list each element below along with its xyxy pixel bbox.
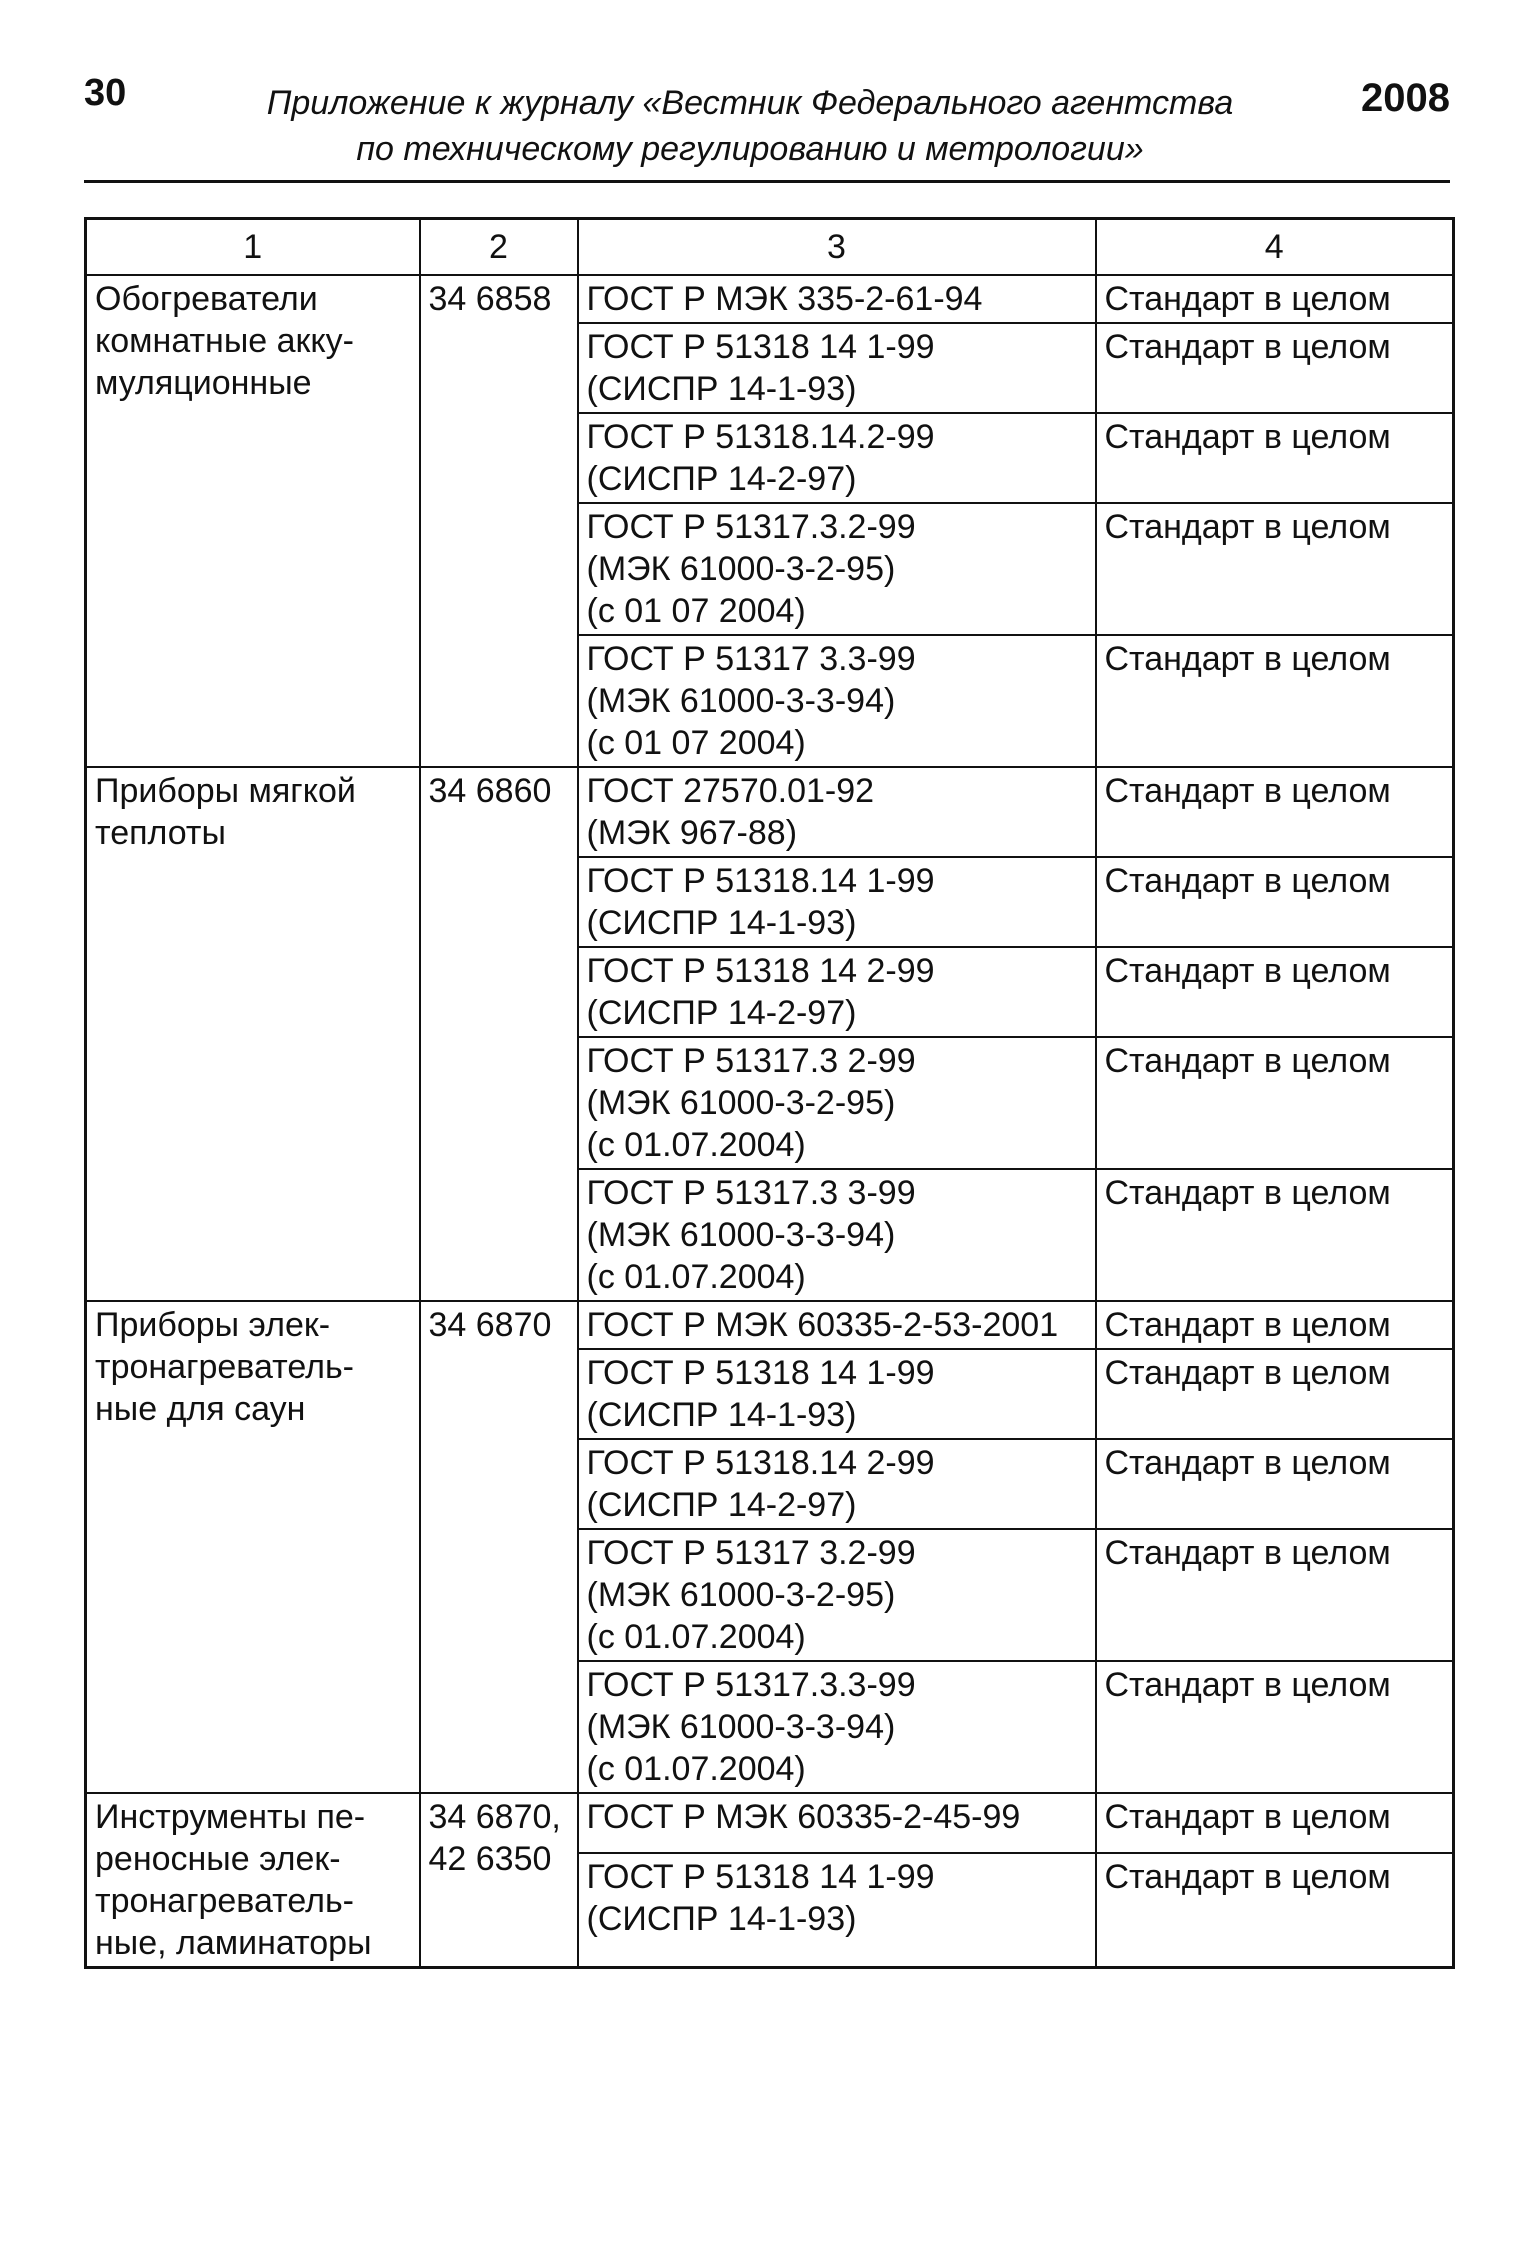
scope-cell: Стандарт в целом	[1096, 275, 1454, 323]
standard-line: ГОСТ Р 51317 3.2-99	[586, 1534, 916, 1572]
standard-line: ГОСТ Р 51318.14 1-99	[586, 862, 935, 900]
standard-line: ГОСТ Р 51318 14 2-99	[586, 952, 935, 990]
standard-cell	[578, 1661, 1096, 1793]
running-head-line-1: Приложение к журналу «Вестник Федерального агентства	[266, 84, 1234, 122]
column-number-3: 3	[578, 219, 1096, 276]
standard-cell	[578, 1349, 1096, 1439]
okp-code-line: 34 6870,	[428, 1798, 561, 1836]
product-line: Инструменты пе-	[95, 1798, 366, 1836]
column-number-2: 2	[420, 219, 578, 276]
product-line: ные, ламинаторы	[95, 1924, 372, 1962]
running-head-line-2: по техническому регулированию и метрологии»	[356, 130, 1144, 168]
standard-line: (МЭК 967-88)	[586, 814, 798, 852]
table-row	[86, 275, 1454, 323]
scope-cell: Стандарт в целом	[1096, 413, 1454, 503]
standards-table	[84, 217, 1455, 1969]
scope-cell: Стандарт в целом	[1096, 1169, 1454, 1301]
standard-line: (СИСПР 14-1-93)	[586, 1900, 857, 1939]
product-line: муляционные	[95, 364, 312, 402]
table-row	[86, 1301, 1454, 1349]
scope-cell: Стандарт в целом	[1096, 1661, 1454, 1793]
product-cell	[86, 275, 420, 767]
table-row	[86, 1793, 1454, 1853]
standard-line: ГОСТ Р 51318 14 1-99	[586, 328, 935, 366]
scope-cell: Стандарт в целом	[1096, 1793, 1454, 1853]
standard-cell	[578, 947, 1096, 1037]
okp-code-line: 34 6870	[428, 1306, 552, 1344]
product-line: теплоты	[95, 814, 226, 852]
standard-cell	[578, 1529, 1096, 1661]
standard-line: ГОСТ Р МЭК 60335-2-45-99	[586, 1798, 1021, 1836]
standard-line: ГОСТ Р МЭК 60335-2-53-2001	[586, 1306, 1059, 1344]
standard-cell	[578, 1853, 1096, 1967]
scope-cell: Стандарт в целом	[1096, 1037, 1454, 1169]
standard-line: (МЭК 61000-3-2-95)	[586, 1576, 896, 1614]
standard-line: (с 01.07.2004)	[586, 1750, 806, 1788]
product-line: комнатные акку-	[95, 322, 354, 360]
page-year: 2008	[1361, 76, 1450, 120]
standard-line: ГОСТ Р 51318.14 2-99	[586, 1444, 935, 1482]
standard-cell	[578, 503, 1096, 635]
standard-line: ГОСТ Р 51317.3.2-99	[586, 508, 916, 546]
standard-line: (СИСПР 14-1-93)	[586, 1396, 857, 1434]
scope-cell: Стандарт в целом	[1096, 1349, 1454, 1439]
standard-line: ГОСТ Р 51317.3 2-99	[586, 1042, 916, 1080]
standard-cell	[578, 1793, 1096, 1853]
standard-line: (МЭК 61000-3-2-95)	[586, 1084, 896, 1122]
scope-cell: Стандарт в целом	[1096, 1529, 1454, 1661]
scope-cell: Стандарт в целом	[1096, 1853, 1454, 1967]
product-line: Приборы мягкой	[95, 772, 356, 810]
table-row	[86, 767, 1454, 857]
standard-line: (СИСПР 14-2-97)	[586, 460, 857, 498]
product-cell	[86, 1793, 420, 1968]
standard-line: (СИСПР 14-1-93)	[586, 904, 857, 942]
okp-code-cell	[420, 1793, 578, 1968]
standard-line: ГОСТ Р 51317 3.3-99	[586, 640, 916, 678]
scope-cell: Стандарт в целом	[1096, 635, 1454, 767]
standard-line: ГОСТ Р 51317.3.3-99	[586, 1666, 916, 1704]
column-number-row	[86, 219, 1454, 276]
standard-cell	[578, 1439, 1096, 1529]
standard-cell	[578, 767, 1096, 857]
standard-line: (СИСПР 14-2-97)	[586, 1486, 857, 1524]
product-cell	[86, 1301, 420, 1793]
standard-line: (с 01.07.2004)	[586, 1126, 806, 1164]
product-line: Обогреватели	[95, 280, 318, 318]
okp-code-line: 34 6858	[428, 280, 552, 318]
scope-cell: Стандарт в целом	[1096, 1439, 1454, 1529]
scope-cell: Стандарт в целом	[1096, 323, 1454, 413]
standard-line: (с 01.07.2004)	[586, 1258, 806, 1296]
standard-cell	[578, 857, 1096, 947]
table-body	[86, 275, 1454, 1968]
scope-cell: Стандарт в целом	[1096, 1301, 1454, 1349]
scope-cell: Стандарт в целом	[1096, 947, 1454, 1037]
standard-line: ГОСТ Р МЭК 335-2-61-94	[586, 280, 983, 318]
standard-cell	[578, 323, 1096, 413]
standard-line: ГОСТ Р 51318.14.2-99	[586, 418, 935, 456]
product-line: ные для саун	[95, 1390, 306, 1428]
okp-code-line: 42 6350	[428, 1840, 552, 1878]
standard-line: ГОСТ Р 51317.3 3-99	[586, 1174, 916, 1212]
standard-line: (с 01 07 2004)	[586, 724, 806, 762]
standard-line: ГОСТ Р 51318 14 1-99	[586, 1354, 935, 1392]
scope-cell: Стандарт в целом	[1096, 767, 1454, 857]
okp-code-line: 34 6860	[428, 772, 552, 810]
standard-line: ГОСТ 27570.01-92	[586, 772, 875, 810]
standard-cell	[578, 1037, 1096, 1169]
standard-line: (СИСПР 14-2-97)	[586, 994, 857, 1032]
standard-line: (МЭК 61000-3-3-94)	[586, 1708, 896, 1746]
standard-line: (МЭК 61000-3-2-95)	[586, 550, 896, 588]
column-number-1: 1	[86, 219, 420, 276]
column-number-4: 4	[1096, 219, 1454, 276]
product-line: Приборы элек-	[95, 1306, 331, 1344]
standard-cell	[578, 1169, 1096, 1301]
okp-code-cell	[420, 1301, 578, 1793]
scope-cell: Стандарт в целом	[1096, 857, 1454, 947]
running-head	[180, 80, 1320, 172]
standard-line: ГОСТ Р 51318 14 1-99	[586, 1858, 935, 1897]
okp-code-cell	[420, 767, 578, 1301]
header-rule	[84, 180, 1450, 183]
okp-code-cell	[420, 275, 578, 767]
page-number: 30	[84, 72, 127, 114]
standard-line: (МЭК 61000-3-3-94)	[586, 1216, 896, 1254]
standard-line: (МЭК 61000-3-3-94)	[586, 682, 896, 720]
standard-line: (с 01.07.2004)	[586, 1618, 806, 1656]
standard-line: (с 01 07 2004)	[586, 592, 806, 630]
standard-cell	[578, 275, 1096, 323]
standard-cell	[578, 413, 1096, 503]
product-line: тронагреватель-	[95, 1882, 354, 1920]
product-line: реносные элек-	[95, 1840, 341, 1878]
standard-cell	[578, 635, 1096, 767]
standard-cell	[578, 1301, 1096, 1349]
product-cell	[86, 767, 420, 1301]
scope-cell: Стандарт в целом	[1096, 503, 1454, 635]
product-line: тронагреватель-	[95, 1348, 354, 1386]
standard-line: (СИСПР 14-1-93)	[586, 370, 857, 408]
